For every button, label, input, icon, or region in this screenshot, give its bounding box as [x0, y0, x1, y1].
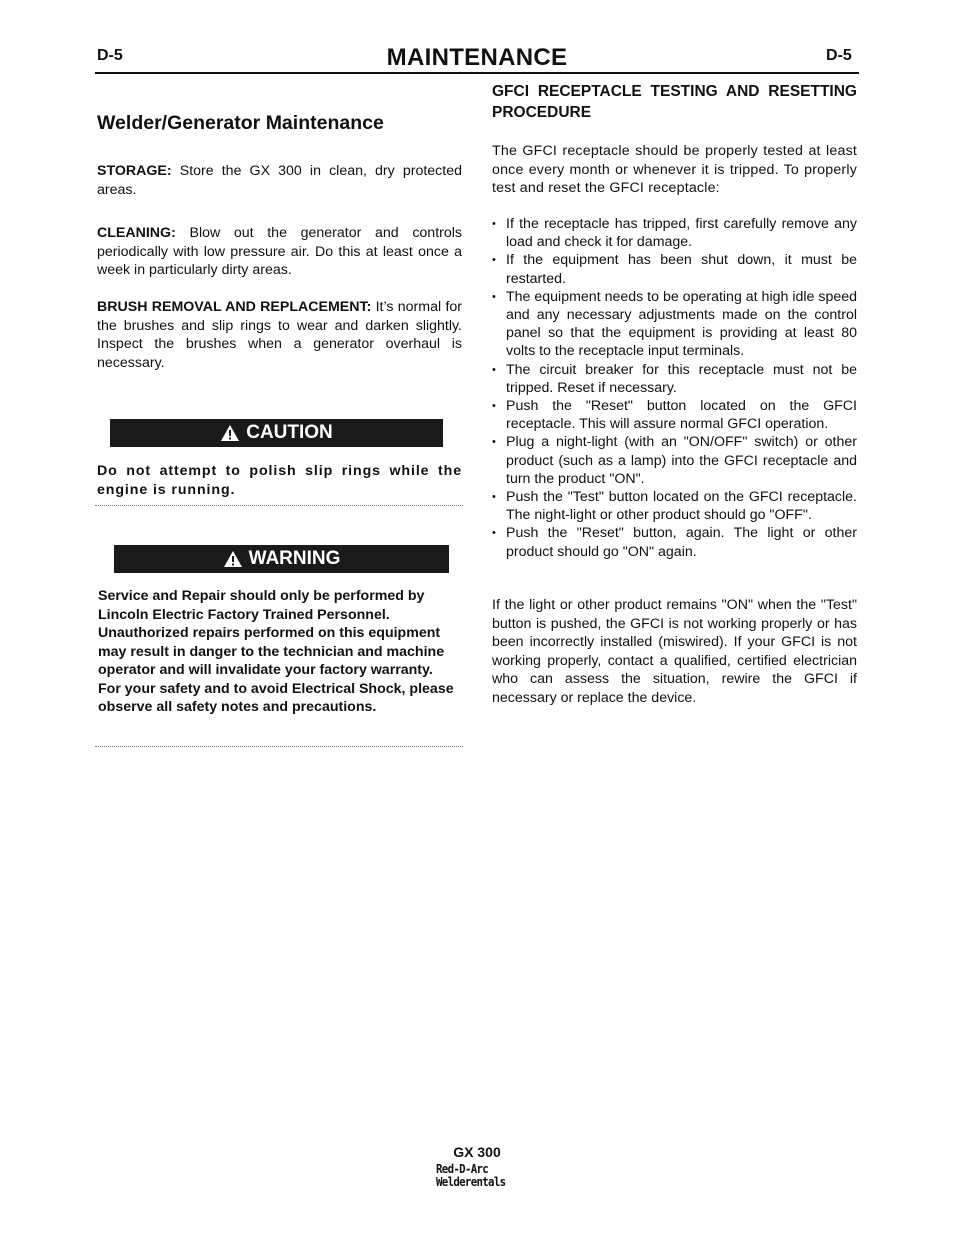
- caution-label: CAUTION: [246, 422, 333, 443]
- page-code-right: D-5: [826, 47, 852, 64]
- section-heading-maintenance: Welder/Generator Maintenance: [97, 112, 384, 134]
- caution-banner: [110, 419, 443, 447]
- list-item: • Push the "Reset" button located on the GFCI receptacle. This will assure normal GFCI operation.: [492, 397, 857, 433]
- brush-label: BRUSH REMOVAL AND REPLACEMENT:: [97, 299, 372, 315]
- page-code-left: D-5: [97, 47, 123, 64]
- brand-logo: [436, 1162, 505, 1188]
- gfci-steps-list: [492, 215, 857, 561]
- cleaning-text: Blow out the generator and controls periodically with low pressure air. Do this at least once a week in particularly dirty areas.: [97, 225, 462, 278]
- caution-divider: [95, 505, 463, 506]
- gfci-intro: The GFCI receptacle should be properly tested at least once every month or whenever it is tripped. To properly test and reset the GFCI receptacle:: [492, 143, 857, 196]
- warning-banner: [114, 545, 449, 573]
- list-item: • If the equipment has been shut down, it must be restarted.: [492, 251, 857, 287]
- gfci-heading: GFCI RECEPTACLE TESTING AND RESETTING PROCEDURE: [492, 83, 857, 121]
- list-item: • If the receptacle has tripped, first carefully remove any load and check it for damage.: [492, 215, 857, 251]
- cleaning-label: CLEANING:: [97, 225, 176, 241]
- logo-line-1: Red-D-Arc: [436, 1161, 489, 1176]
- storage-text: Store the GX 300 in clean, dry protected areas.: [97, 163, 462, 198]
- warning-triangle-icon: [220, 424, 240, 442]
- brush-paragraph: [97, 298, 462, 372]
- warning-text: Service and Repair should only be performed by Lincoln Electric Factory Trained Personnel. Unauthorized repairs performed on this equipment may result in danger to the technician and machine operator and will invalidate your factory warranty. For your safety and to avoid Electrical Shock, please observe all safety notes and precautions.: [98, 588, 454, 715]
- list-item: • Push the "Test" button located on the GFCI receptacle. The night-light or other product should go "OFF".: [492, 488, 857, 524]
- storage-paragraph: [97, 162, 462, 199]
- page-title: MAINTENANCE: [386, 44, 568, 71]
- cleaning-paragraph: [97, 224, 462, 280]
- caution-text: Do not attempt to polish slip rings while the engine is running.: [97, 463, 462, 498]
- header-rule: [95, 72, 859, 74]
- warning-label: WARNING: [248, 548, 341, 569]
- brush-text: It’s normal for the brushes and slip rings to wear and darken slightly. Inspect the brushes when a generator overhaul is necessary.: [97, 299, 462, 371]
- logo-line-2: Welderentals: [436, 1174, 506, 1189]
- list-item: • The circuit breaker for this receptacle must not be tripped. Reset if necessary.: [492, 361, 857, 397]
- footer-model: GX 300: [453, 1144, 501, 1160]
- list-item: • The equipment needs to be operating at high idle speed and any necessary adjustments made on the control panel so that the equipment is providing at least 80 volts to the receptacle input terminals.: [492, 288, 857, 361]
- gfci-closing: If the light or other product remains "ON" when the "Test" button is pushed, the GFCI is not working properly or has been incorrectly installed (miswired). If your GFCI is not working properly, contact a qualified, certified electrician who can assess the situation, rewire the GFCI if necessary or replace the device.: [492, 597, 857, 706]
- warning-triangle-icon: [223, 550, 243, 568]
- list-item: • Plug a night-light (with an "ON/OFF" switch) or other product (such as a lamp) into the GFCI receptacle and turn the product "ON".: [492, 433, 857, 488]
- warning-divider: [95, 746, 463, 747]
- list-item: • Push the "Reset" button, again. The light or other product should go "ON" again.: [492, 524, 857, 560]
- storage-label: STORAGE:: [97, 163, 172, 179]
